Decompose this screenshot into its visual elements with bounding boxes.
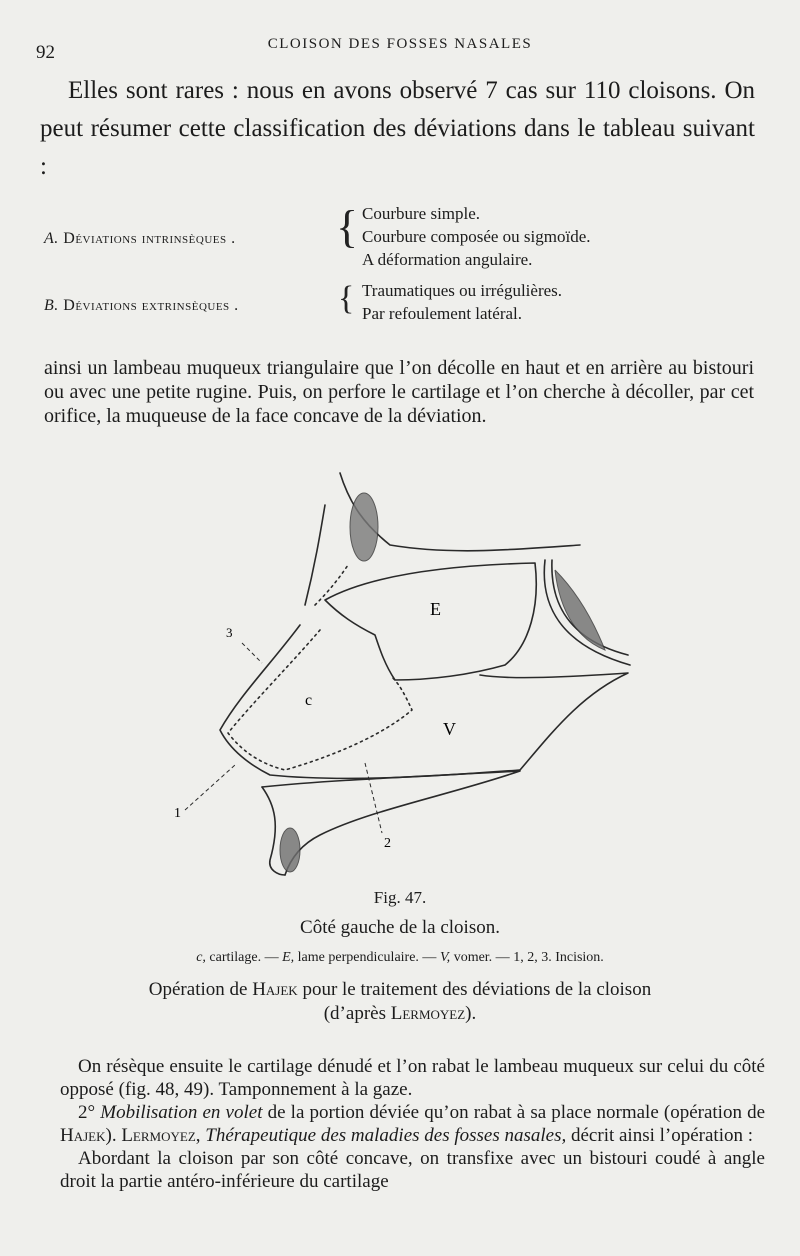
class-b-dot: . xyxy=(234,297,239,314)
class-a-item: A déformation angulaire. xyxy=(362,250,533,269)
legend-incision: 1, 2, 3. Incision. xyxy=(513,950,604,965)
body-paragraph-2 xyxy=(44,356,754,428)
septum-outline xyxy=(220,625,520,778)
paragraph-3-p3: Abordant la cloison par son côté concave, on transfixe avec un bistouri coudé à angle droit la partie antéro-inférieure du cartilage xyxy=(60,1148,765,1192)
desc-source-close: ). xyxy=(465,1003,477,1024)
label-v: V xyxy=(443,719,456,739)
class-a-dot: . xyxy=(231,230,236,247)
figure-legend xyxy=(0,950,800,966)
class-a-items xyxy=(362,202,591,271)
legend-e-key: E, xyxy=(282,950,295,965)
legend-c-value: cartilage. — xyxy=(209,950,279,965)
desc-source-author: Lermoyez xyxy=(390,1003,466,1024)
nasal-bone-inner xyxy=(305,505,325,605)
incision-line xyxy=(228,630,412,770)
desc-middle: pour le traitement des déviations de la cloison xyxy=(302,979,652,1000)
paragraph-3-p1: On résèque ensuite le cartilage dénudé et l’on rabat le lambeau muqueux sur celui du côté opposé (fig. 48, 49). Tamponnement à la gaze. xyxy=(60,1056,765,1100)
class-b-heading xyxy=(44,297,239,315)
p2-lermoyez: Lermoyez, xyxy=(121,1125,201,1146)
hatched-bone-bottom xyxy=(280,828,300,872)
maxillary-crest xyxy=(262,771,520,875)
vomer-outline xyxy=(480,673,628,770)
label-1: 1 xyxy=(174,806,181,821)
class-a-label: Déviations intrinsèques xyxy=(63,230,227,247)
p2-hajek: Hajek xyxy=(60,1125,106,1146)
class-b-letter: B. xyxy=(44,297,59,314)
class-a-heading xyxy=(44,230,236,248)
desc-prefix: Opération de xyxy=(148,979,248,1000)
desc-source-open: (d’après xyxy=(323,1003,386,1024)
figure-description xyxy=(0,978,800,1026)
intro-paragraph xyxy=(40,72,755,186)
paragraph-3-p2 xyxy=(60,1101,765,1147)
class-b-items xyxy=(362,279,562,325)
figure-number: Fig. 47. xyxy=(373,888,427,907)
class-a-letter: A. xyxy=(44,230,59,247)
paragraph-2-text: ainsi un lambeau muqueux triangulaire que l’on décolle en haut et en arrière au bistouri ou avec une petite rugine. Puis, on perfore le cartilage et l’on cherche à décoller, par cet orifice, la muqueuse de la face concave de la déviation. xyxy=(44,357,754,427)
figure-description-line-1 xyxy=(0,978,800,1002)
brace-b: { xyxy=(338,280,355,317)
p2-text-b: ). xyxy=(105,1125,117,1146)
p2-number: 2° xyxy=(78,1102,96,1123)
legend-v-value: vomer. — xyxy=(453,950,510,965)
class-a-item: Courbure composée ou sigmoïde. xyxy=(362,227,591,246)
class-b-item: Par refoulement latéral. xyxy=(362,304,523,323)
leader-line-2 xyxy=(365,763,382,833)
p2-text-a: de la portion déviée qu’on rabat à sa place normale (opération de xyxy=(267,1102,766,1123)
figure-description-line-2 xyxy=(0,1002,800,1026)
legend-e-value: lame perpendiculaire. — xyxy=(297,950,437,965)
figure-title: Côté gauche de la cloison. xyxy=(300,917,500,938)
p2-text-c: décrit ainsi l’opération : xyxy=(571,1125,754,1146)
hatched-bone-top xyxy=(350,493,378,561)
septum-illustration xyxy=(150,465,650,885)
legend-c-key: c, xyxy=(196,950,206,965)
class-b-label: Déviations extrinsèques xyxy=(63,297,230,314)
class-b-item: Traumatiques ou irrégulières. xyxy=(362,281,563,300)
desc-surgeon: Hajek xyxy=(252,979,298,1000)
running-title: CLOISON DES FOSSES NASALES xyxy=(267,36,533,52)
label-c: c xyxy=(305,692,313,709)
septum-figure xyxy=(150,465,650,885)
leader-line-3 xyxy=(242,643,262,663)
intro-text: Elles sont rares : nous en avons observé 7 cas sur 110 cloisons. On peut résumer cette classification des déviations dans le tableau suivant : xyxy=(40,77,755,180)
p2-book-title: Thérapeutique des maladies des fosses nasales, xyxy=(205,1125,567,1146)
label-2: 2 xyxy=(384,836,391,851)
label-e: E xyxy=(430,599,441,619)
class-a-item: Courbure simple. xyxy=(362,204,481,223)
incision-line-upper xyxy=(315,565,348,605)
legend-v-key: V, xyxy=(439,950,451,965)
brace-a: { xyxy=(336,201,359,252)
page-number: 92 xyxy=(36,42,55,63)
leader-line-1 xyxy=(185,765,235,810)
label-3: 3 xyxy=(226,625,233,640)
p2-italic-title: Mobilisation en volet xyxy=(100,1102,263,1123)
lame-perpendiculaire-outline xyxy=(325,563,536,680)
body-paragraph-3 xyxy=(60,1055,765,1193)
